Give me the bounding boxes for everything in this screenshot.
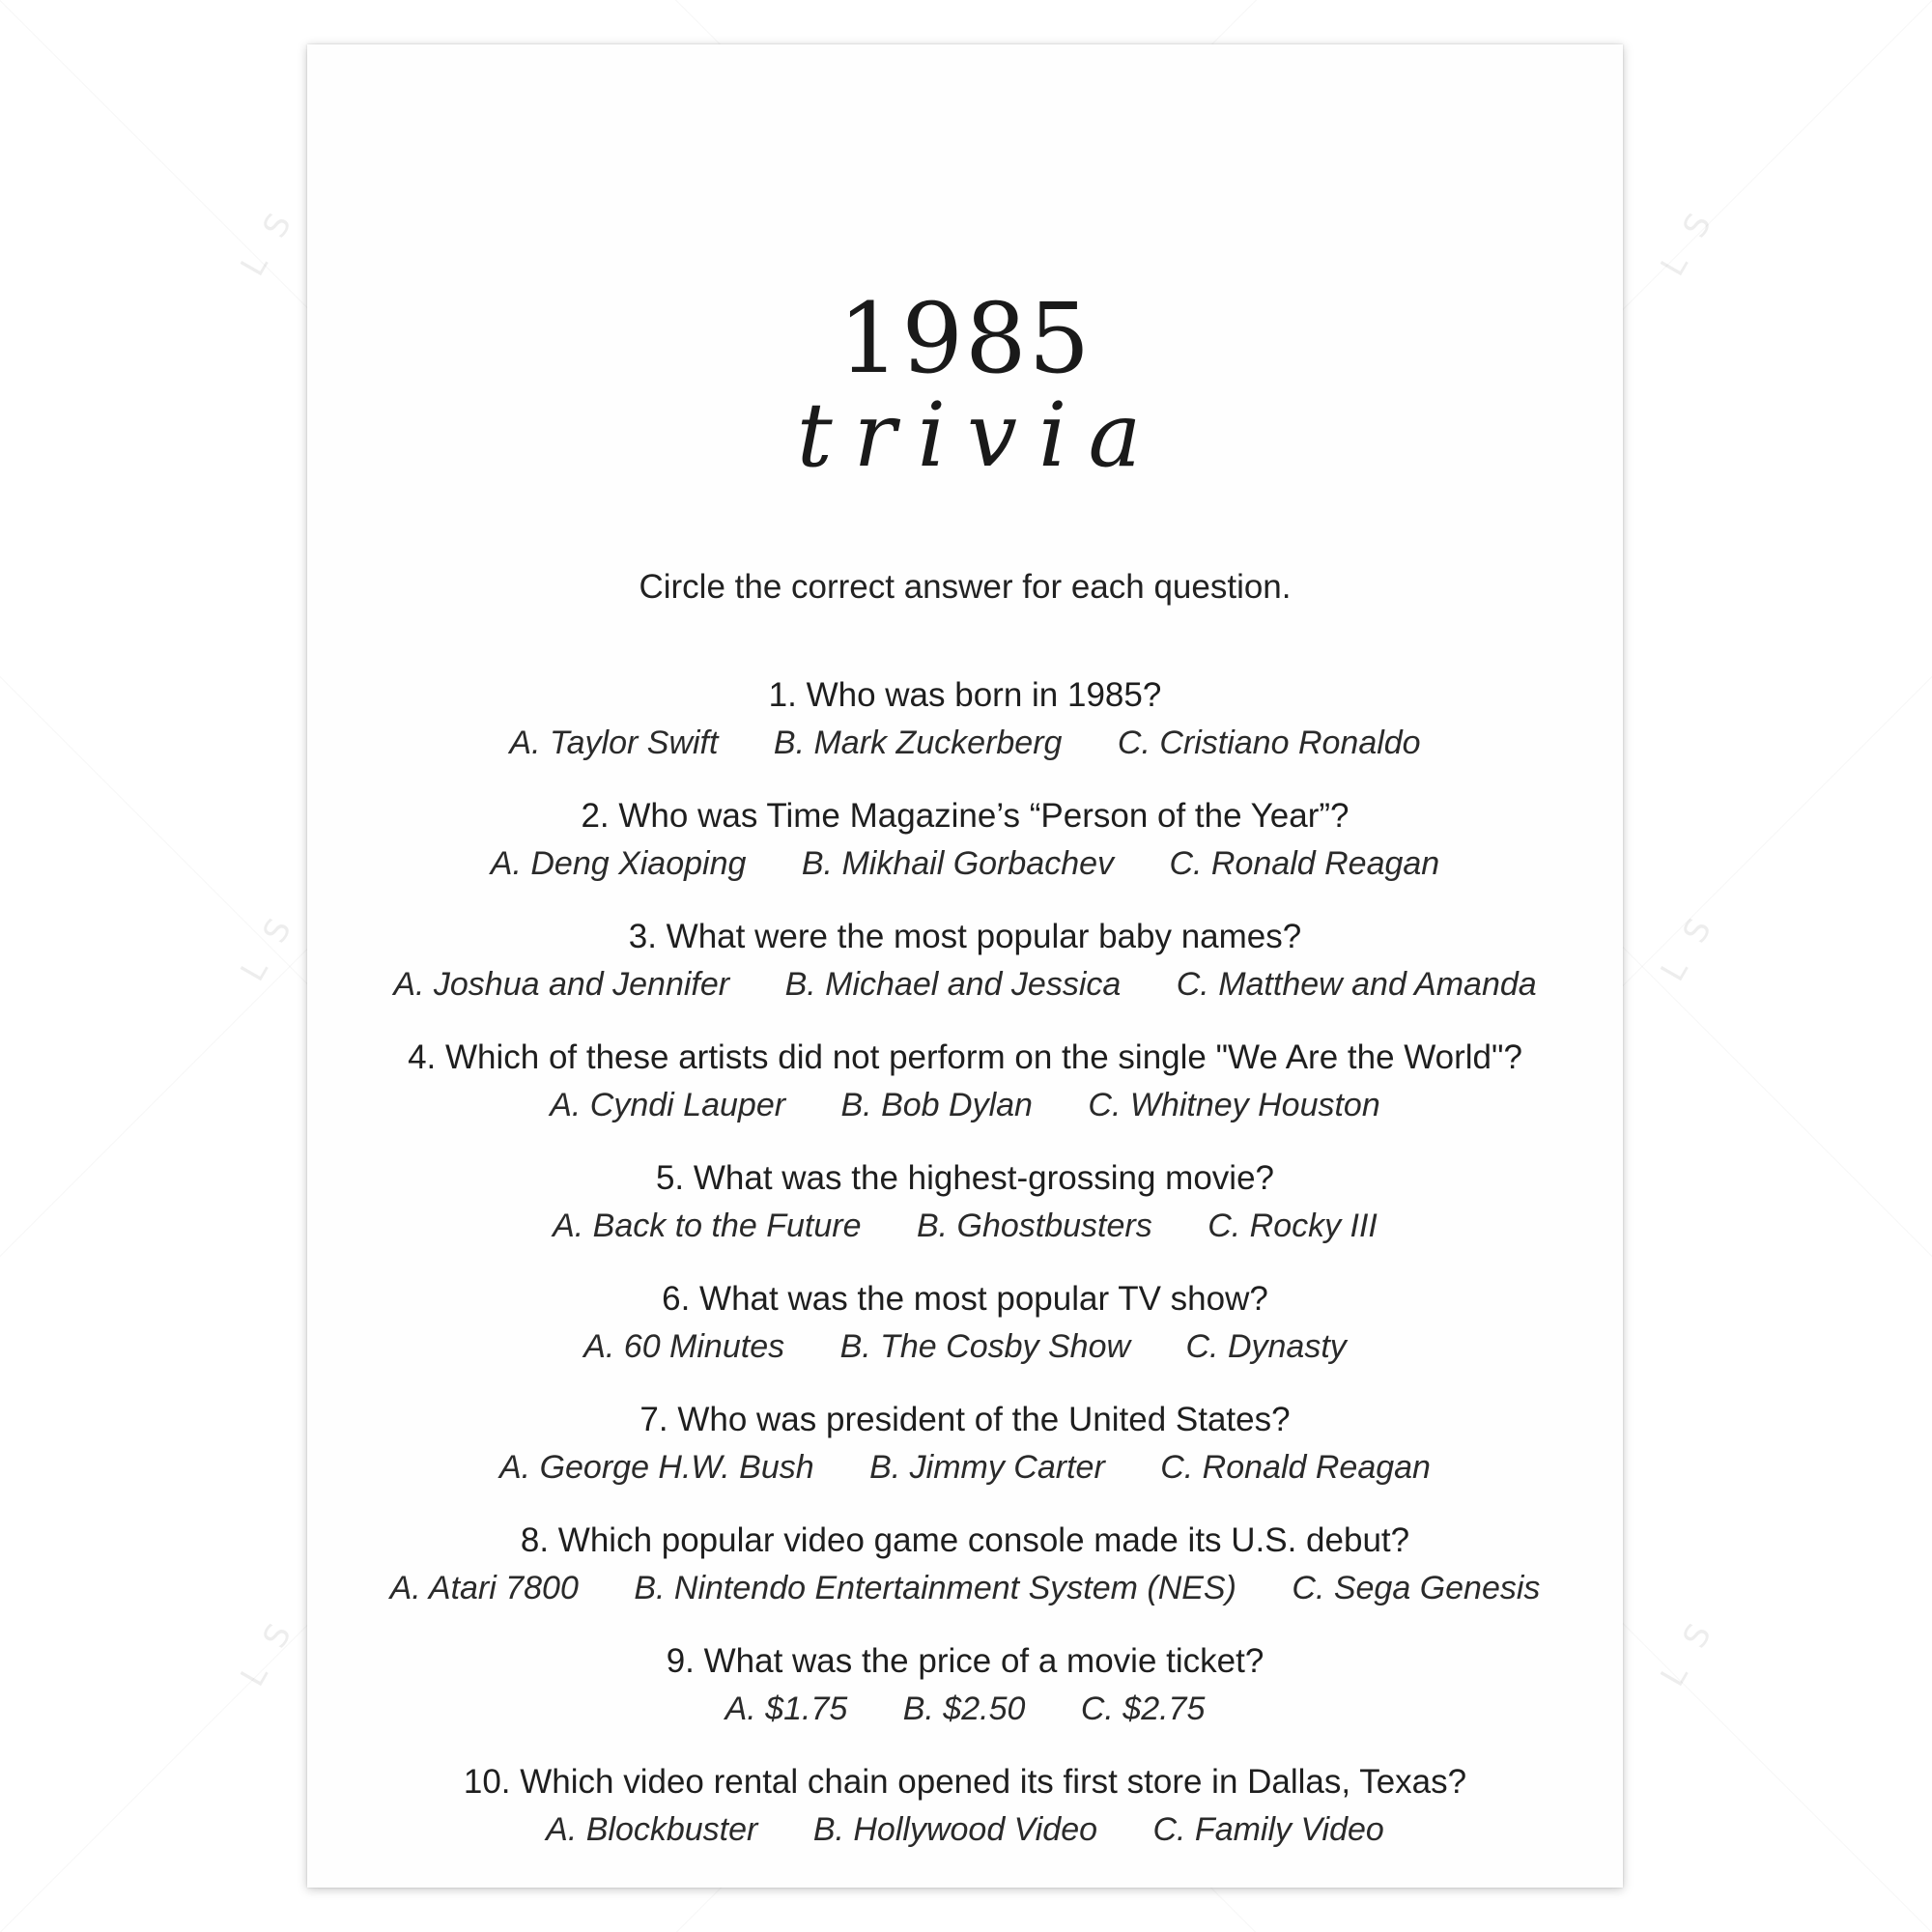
question-text: 9. What was the price of a movie ticket? xyxy=(666,1642,1264,1680)
answer-options xyxy=(307,1322,1623,1371)
answer-option-a[interactable]: A. Back to the Future xyxy=(553,1208,862,1244)
watermark-mark: L S xyxy=(233,1610,303,1693)
answer-option-b[interactable]: B. Jimmy Carter xyxy=(869,1449,1105,1486)
answer-option-a[interactable]: A. Joshua and Jennifer xyxy=(393,966,730,1003)
watermark-mark: L S xyxy=(1653,905,1723,988)
answer-option-b[interactable]: B. Ghostbusters xyxy=(916,1208,1152,1244)
answer-option-b[interactable]: B. Nintendo Entertainment System (NES) xyxy=(634,1570,1236,1606)
answer-option-c[interactable]: C. Cristiano Ronaldo xyxy=(1117,724,1421,761)
question-item xyxy=(307,793,1623,914)
question-text: 8. Which popular video game console made its U.S. debut? xyxy=(520,1521,1410,1559)
question-item xyxy=(307,1276,1623,1397)
answer-option-c[interactable]: C. Sega Genesis xyxy=(1292,1570,1541,1606)
title-script: trivia xyxy=(796,384,1163,487)
answer-option-c[interactable]: C. Whitney Houston xyxy=(1088,1087,1380,1123)
answer-option-a[interactable]: A. Atari 7800 xyxy=(389,1570,579,1606)
question-text: 6. What was the most popular TV show? xyxy=(662,1280,1268,1318)
question-text: 7. Who was president of the United States? xyxy=(639,1401,1291,1438)
question-item xyxy=(307,1759,1623,1880)
answer-option-c[interactable]: C. Rocky III xyxy=(1208,1208,1378,1244)
answer-option-a[interactable]: A. 60 Minutes xyxy=(583,1328,785,1365)
answer-option-a[interactable]: A. Cyndi Lauper xyxy=(550,1087,786,1123)
answer-option-b[interactable]: B. Bob Dylan xyxy=(840,1087,1033,1123)
answer-option-a[interactable]: A. Deng Xiaoping xyxy=(490,845,747,882)
answer-option-b[interactable]: B. $2.50 xyxy=(902,1690,1026,1727)
watermark-mark: L S xyxy=(1653,200,1723,283)
answer-options xyxy=(307,1805,1623,1854)
answer-option-c[interactable]: C. Ronald Reagan xyxy=(1169,845,1440,882)
question-item xyxy=(307,672,1623,793)
answer-option-c[interactable]: C. Matthew and Amanda xyxy=(1176,966,1537,1003)
answer-option-c[interactable]: C. $2.75 xyxy=(1080,1690,1206,1727)
answer-option-a[interactable]: A. $1.75 xyxy=(724,1690,848,1727)
question-item xyxy=(307,1155,1623,1276)
answer-option-a[interactable]: A. Taylor Swift xyxy=(509,724,719,761)
question-text: 10. Which video rental chain opened its first store in Dallas, Texas? xyxy=(463,1763,1467,1801)
question-item xyxy=(307,914,1623,1035)
answer-options xyxy=(307,1564,1623,1612)
answer-option-c[interactable]: C. Ronald Reagan xyxy=(1160,1449,1431,1486)
watermark-mark: L S xyxy=(1653,1610,1723,1693)
title-year: 1985 xyxy=(838,282,1093,395)
question-text: 3. What were the most popular baby names? xyxy=(628,918,1302,955)
answer-option-c[interactable]: C. Dynasty xyxy=(1185,1328,1347,1365)
answer-options xyxy=(307,1202,1623,1250)
answer-option-a[interactable]: A. George H.W. Bush xyxy=(499,1449,814,1486)
answer-option-a[interactable]: A. Blockbuster xyxy=(546,1811,758,1848)
question-item xyxy=(307,1518,1623,1638)
answer-option-b[interactable]: B. The Cosby Show xyxy=(839,1328,1131,1365)
answer-options xyxy=(307,960,1623,1009)
question-item xyxy=(307,1397,1623,1518)
question-text: 5. What was the highest-grossing movie? xyxy=(655,1159,1275,1197)
answer-options xyxy=(307,1081,1623,1129)
question-text: 4. Which of these artists did not perform on the single "We Are the World"? xyxy=(408,1038,1522,1076)
watermark-mark: L S xyxy=(233,200,303,283)
answer-options xyxy=(307,719,1623,767)
answer-option-b[interactable]: B. Michael and Jessica xyxy=(784,966,1122,1003)
watermark-mark: L S xyxy=(233,905,303,988)
question-list xyxy=(307,672,1623,1880)
question-item xyxy=(307,1638,1623,1759)
question-text: 1. Who was born in 1985? xyxy=(768,676,1162,714)
trivia-card xyxy=(307,44,1623,1888)
question-item xyxy=(307,1035,1623,1155)
question-text: 2. Who was Time Magazine’s “Person of the Year”? xyxy=(581,797,1350,835)
answer-options xyxy=(307,1443,1623,1492)
answer-option-b[interactable]: B. Mark Zuckerberg xyxy=(773,724,1063,761)
answer-options xyxy=(307,1685,1623,1733)
instruction-text: Circle the correct answer for each question. xyxy=(639,568,1292,606)
answer-options xyxy=(307,839,1623,888)
answer-option-c[interactable]: C. Family Video xyxy=(1152,1811,1384,1848)
answer-option-b[interactable]: B. Mikhail Gorbachev xyxy=(801,845,1115,882)
answer-option-b[interactable]: B. Hollywood Video xyxy=(812,1811,1098,1848)
